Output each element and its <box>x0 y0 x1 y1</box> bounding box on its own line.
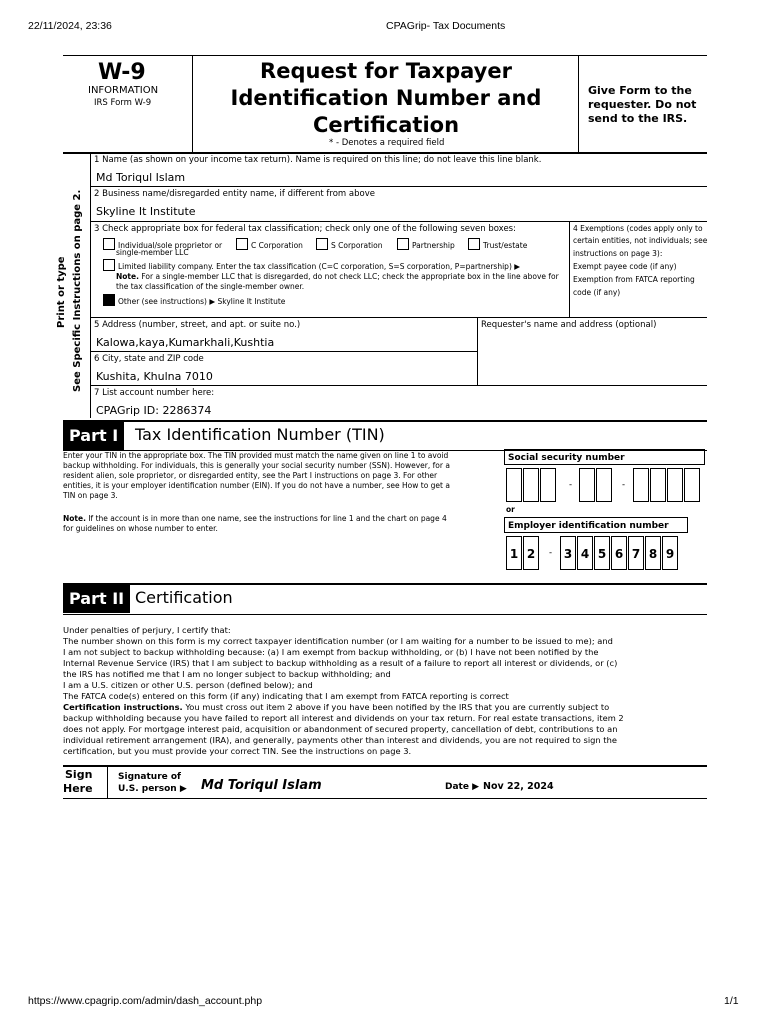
print-page-count: 1/1 <box>724 995 739 1007</box>
ssn-digit[interactable] <box>523 468 539 502</box>
checkbox-llc-box[interactable] <box>103 259 115 271</box>
cert-line10: does not apply. For mortgage interest paid, acquisition or abandonment of secured property, cancellation of debt, contributions to an <box>63 724 618 734</box>
ssn-digit[interactable] <box>506 468 522 502</box>
part1-title: Tax Identification Number (TIN) <box>135 425 385 444</box>
form-title-line1: Request for Taxpayer <box>260 59 512 83</box>
date-label: Date ▶ <box>445 782 480 792</box>
tin-instructions-line1: Enter your TIN in the appropriate box. The TIN provided must match the name given on line 1 to avoid <box>63 451 449 460</box>
side-print-label: Print or type <box>56 256 67 328</box>
cert-line7: The FATCA code(s) entered on this form (if any) indicating that I am exempt from FATCA reporting is correct <box>63 691 509 701</box>
tin-instructions-line3: resident alien, sole proprietor, or disregarded entity, see the Part I instructions on page 3. For other <box>63 471 438 480</box>
checkbox-partnership[interactable] <box>397 238 455 251</box>
ssn-digit[interactable] <box>667 468 683 502</box>
fatca-code-label: code (if any) <box>573 288 621 297</box>
print-page-title: CPAGrip- Tax Documents <box>386 20 506 32</box>
ssn-digit[interactable] <box>633 468 649 502</box>
side-instructions-label: See Specific Instructions on page 2. <box>72 189 83 392</box>
checkbox-trust-label: Trust/estate <box>483 241 528 250</box>
form-title <box>194 58 578 139</box>
ein-digit[interactable]: 9 <box>662 536 678 570</box>
line7-label: 7 List account number here: <box>94 388 215 398</box>
line5-label: 5 Address (number, street, and apt. or suite no.) <box>94 320 301 330</box>
cert-line2: The number shown on this form is my correct taxpayer identification number (or I am waiting for a number to be issued to me); and <box>63 636 613 646</box>
part2-title: Certification <box>135 588 233 607</box>
line1-label: 1 Name (as shown on your income tax return). Name is required on this line; do not leave this line blank. <box>94 155 542 165</box>
requester-label: Requester's name and address (optional) <box>481 320 657 330</box>
cert-instructions-bold: Certification instructions. <box>63 702 183 712</box>
checkbox-other[interactable] <box>103 294 285 307</box>
address-field[interactable]: Kalowa,kaya,Kumarkhali,Kushtia <box>96 336 275 349</box>
line6-label: 6 City, state and ZIP code <box>94 354 204 364</box>
cert-line8: You must cross out item 2 above if you have been notified by the IRS that you are currently subject to <box>185 702 610 712</box>
part2-label: Part II <box>63 585 130 613</box>
checkbox-partnership-label: Partnership <box>412 241 455 250</box>
give-form-line3: send to the IRS. <box>588 112 688 125</box>
signature-label <box>118 771 187 795</box>
checkbox-other-label: Other (see instructions) ▶ Skyline It Institute <box>118 297 286 306</box>
checkbox-c-corp-label: C Corporation <box>251 241 303 250</box>
checkbox-s-corp-label: S Corporation <box>331 241 383 250</box>
irs-form-label: IRS Form W-9 <box>94 98 152 108</box>
checkbox-llc-label: Limited liability company. Enter the tax classification (C=C corporation, S=S corporation, P=partnership) ▶ <box>118 262 521 271</box>
cert-line11: individual retirement arrangement (IRA), and generally, payments other than interest and dividends, you are not required to sign the <box>63 735 617 745</box>
ein-digit[interactable]: 2 <box>523 536 539 570</box>
checkbox-trust-box[interactable] <box>468 238 480 250</box>
fatca-exemption-label: Exemption from FATCA reporting <box>573 275 695 284</box>
name-field[interactable]: Md Toriqul Islam <box>96 171 186 184</box>
account-number-field[interactable]: CPAGrip ID: 2286374 <box>96 404 212 417</box>
or-label: or <box>506 505 515 514</box>
ssn-digit[interactable] <box>650 468 666 502</box>
checkbox-individual-label: Individual/sole proprietor or <box>118 241 223 250</box>
checkbox-c-corp[interactable] <box>236 238 303 251</box>
ssn-dash: - <box>622 480 626 490</box>
line3-label: 3 Check appropriate box for federal tax classification; check only one of the following seven boxes: <box>94 224 516 234</box>
exemptions-label: 4 Exemptions (codes apply only to <box>573 224 703 233</box>
cert-line3: I am not subject to backup withholding because: (a) I am exempt from backup withholding, or (b) I have not been notified by the <box>63 647 599 657</box>
ssn-digit[interactable] <box>684 468 700 502</box>
llc-note-text: For a single-member LLC that is disregarded, do not check LLC; check the appropriate box in the line above for <box>141 272 559 281</box>
tin-instructions-line2: backup withholding. For individuals, this is generally your social security number (SSN). However, for a <box>63 461 450 470</box>
cert-line4: Internal Revenue Service (IRS) that I am subject to backup withholding as a result of a failure to report all interest or dividends, or (c) <box>63 658 618 668</box>
signature-label-line2: U.S. person ▶ <box>118 784 187 794</box>
exemptions-block <box>573 224 709 298</box>
checkbox-llc[interactable] <box>103 259 520 272</box>
checkbox-partnership-box[interactable] <box>397 238 409 250</box>
signature-field[interactable]: Md Toriqul Islam <box>201 778 322 793</box>
cert-line12: certification, but you must provide your correct TIN. See the instructions on page 3. <box>63 746 412 756</box>
ein-digit[interactable]: 8 <box>645 536 661 570</box>
ein-dash: - <box>549 548 553 558</box>
here-label: Here <box>63 782 93 795</box>
city-state-zip-field[interactable]: Kushita, Khulna 7010 <box>96 370 213 383</box>
give-form-line1: Give Form to the <box>588 84 692 97</box>
give-form-note <box>588 84 696 126</box>
ssn-digit[interactable] <box>579 468 595 502</box>
print-datetime: 22/11/2024, 23:36 <box>28 20 112 32</box>
ein-digit[interactable]: 3 <box>560 536 576 570</box>
ein-digit[interactable]: 4 <box>577 536 593 570</box>
checkbox-c-corp-box[interactable] <box>236 238 248 250</box>
sign-here-label <box>63 768 93 796</box>
ein-digit[interactable]: 1 <box>506 536 522 570</box>
ssn-label: Social security number <box>504 449 705 465</box>
part1-label: Part I <box>63 422 124 450</box>
tin-note-line1: If the account is in more than one name, see the instructions for line 1 and the chart on page 4 <box>88 514 447 523</box>
ssn-digit[interactable] <box>596 468 612 502</box>
tin-instructions-line4: entities, it is your employer identification number (EIN). If you do not have a number, see How to get a <box>63 481 450 490</box>
cert-line6: I am a U.S. citizen or other U.S. person (defined below); and <box>63 680 313 690</box>
llc-note-line2: the tax classification of the single-member owner. <box>116 282 305 291</box>
checkbox-individual-box[interactable] <box>103 238 115 250</box>
date-field[interactable]: Nov 22, 2024 <box>483 781 554 792</box>
form-title-line3: Certification <box>312 113 460 137</box>
llc-note <box>116 272 559 282</box>
tin-note-bold: Note. <box>63 514 86 523</box>
checkbox-other-box[interactable] <box>103 294 115 306</box>
required-note: * - Denotes a required field <box>329 138 445 148</box>
ssn-dash: - <box>569 480 573 490</box>
ein-label: Employer identification number <box>504 517 688 533</box>
exemptions-line2: certain entities, not individuals; see <box>573 236 708 245</box>
checkbox-s-corp[interactable] <box>316 238 382 251</box>
form-title-line2: Identification Number and <box>230 86 542 110</box>
ein-digit[interactable]: 6 <box>611 536 627 570</box>
checkbox-s-corp-box[interactable] <box>316 238 328 250</box>
exempt-payee-code-label: Exempt payee code (if any) <box>573 262 677 271</box>
tin-instructions-line5: TIN on page 3. <box>63 491 118 500</box>
ein-digit[interactable]: 5 <box>594 536 610 570</box>
ssn-digit[interactable] <box>540 468 556 502</box>
form-info: INFORMATION <box>88 85 159 96</box>
individual-label-line2: single-member LLC <box>116 248 189 257</box>
business-name-field[interactable]: Skyline It Institute <box>96 205 196 218</box>
certification-text <box>63 625 707 757</box>
tin-note-line2: for guidelines on whose number to enter. <box>63 524 218 533</box>
tin-note <box>63 514 500 534</box>
cert-line1: Under penalties of perjury, I certify that: <box>63 625 231 635</box>
checkbox-trust[interactable] <box>468 238 527 251</box>
tin-instructions <box>63 451 500 501</box>
cert-line5: the IRS has notified me that I am no longer subject to backup withholding; and <box>63 669 391 679</box>
print-url: https://www.cpagrip.com/admin/dash_account.php <box>28 995 263 1007</box>
form-number: W-9 <box>98 60 146 85</box>
cert-line9: backup withholding because you have failed to report all interest and dividends on your tax return. For real estate transactions, item 2 <box>63 713 624 723</box>
signature-label-line1: Signature of <box>118 772 181 782</box>
give-form-line2: requester. Do not <box>588 98 697 111</box>
exemptions-line3: instructions on page 3): <box>573 249 663 258</box>
llc-note-bold: Note. <box>116 272 139 281</box>
line2-label: 2 Business name/disregarded entity name, if different from above <box>94 189 375 199</box>
ein-digit[interactable]: 7 <box>628 536 644 570</box>
sign-label: Sign <box>65 768 93 781</box>
